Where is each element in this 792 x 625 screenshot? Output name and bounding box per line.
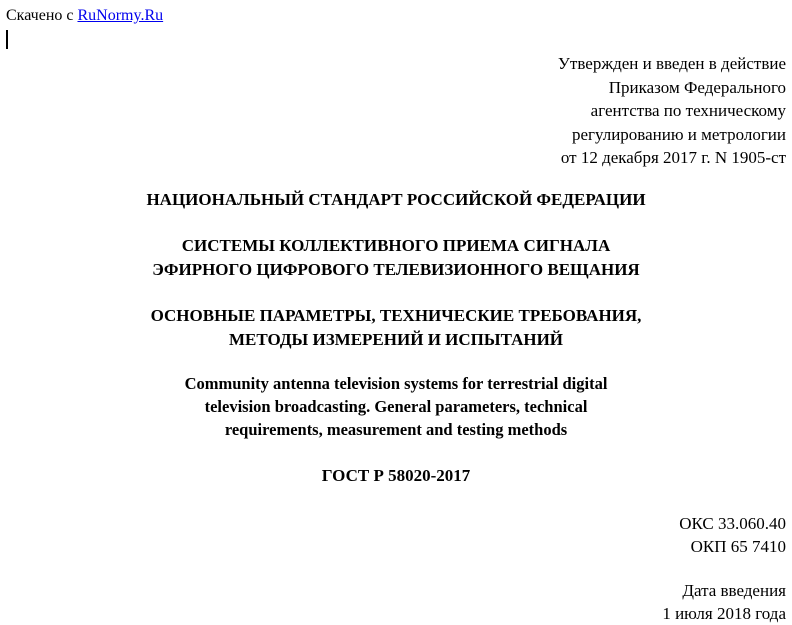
- text-cursor: [6, 30, 8, 49]
- standard-heading: [0, 188, 792, 212]
- system-title-line: СИСТЕМЫ КОЛЛЕКТИВНОГО ПРИЕМА СИГНАЛА: [181, 236, 611, 255]
- gost-number-text: ГОСТ Р 58020-2017: [321, 466, 471, 485]
- standard-heading-text: НАЦИОНАЛЬНЫЙ СТАНДАРТ РОССИЙСКОЙ ФЕДЕРАЦИИ: [146, 190, 646, 209]
- params-title: [0, 304, 792, 352]
- english-title-line: television broadcasting. General parameters, technical: [204, 397, 588, 416]
- english-title: [0, 372, 792, 441]
- introduction-date-label: Дата введения: [682, 581, 786, 600]
- source-line: [6, 6, 163, 26]
- english-title-line: requirements, measurement and testing methods: [224, 420, 568, 439]
- approval-line: агентства по техническому: [590, 101, 786, 120]
- okp-code: ОКП 65 7410: [690, 537, 786, 556]
- introduction-date: [662, 579, 786, 625]
- approval-line: от 12 декабря 2017 г. N 1905-ст: [560, 148, 786, 167]
- gost-number: [0, 464, 792, 488]
- classification-codes: [679, 512, 786, 558]
- introduction-date-value: 1 июля 2018 года: [662, 604, 786, 623]
- source-prefix: Скачено с: [6, 7, 78, 24]
- english-title-line: Community antenna television systems for terrestrial digital: [184, 374, 608, 393]
- approval-line: Утвержден и введен в действие: [557, 54, 786, 73]
- system-title-line: ЭФИРНОГО ЦИФРОВОГО ТЕЛЕВИЗИОННОГО ВЕЩАНИЯ: [152, 260, 640, 279]
- approval-line: регулированию и метрологии: [571, 124, 786, 144]
- params-title-line: МЕТОДЫ ИЗМЕРЕНИЙ И ИСПЫТАНИЙ: [228, 330, 564, 349]
- approval-line: Приказом Федерального: [608, 77, 786, 97]
- oks-code: ОКС 33.060.40: [679, 514, 786, 533]
- params-title-line: ОСНОВНЫЕ ПАРАМЕТРЫ, ТЕХНИЧЕСКИЕ ТРЕБОВАНИЯ,: [150, 306, 642, 325]
- system-title: [0, 234, 792, 282]
- approval-block: [366, 52, 786, 170]
- source-link[interactable]: RuNormy.Ru: [77, 7, 164, 24]
